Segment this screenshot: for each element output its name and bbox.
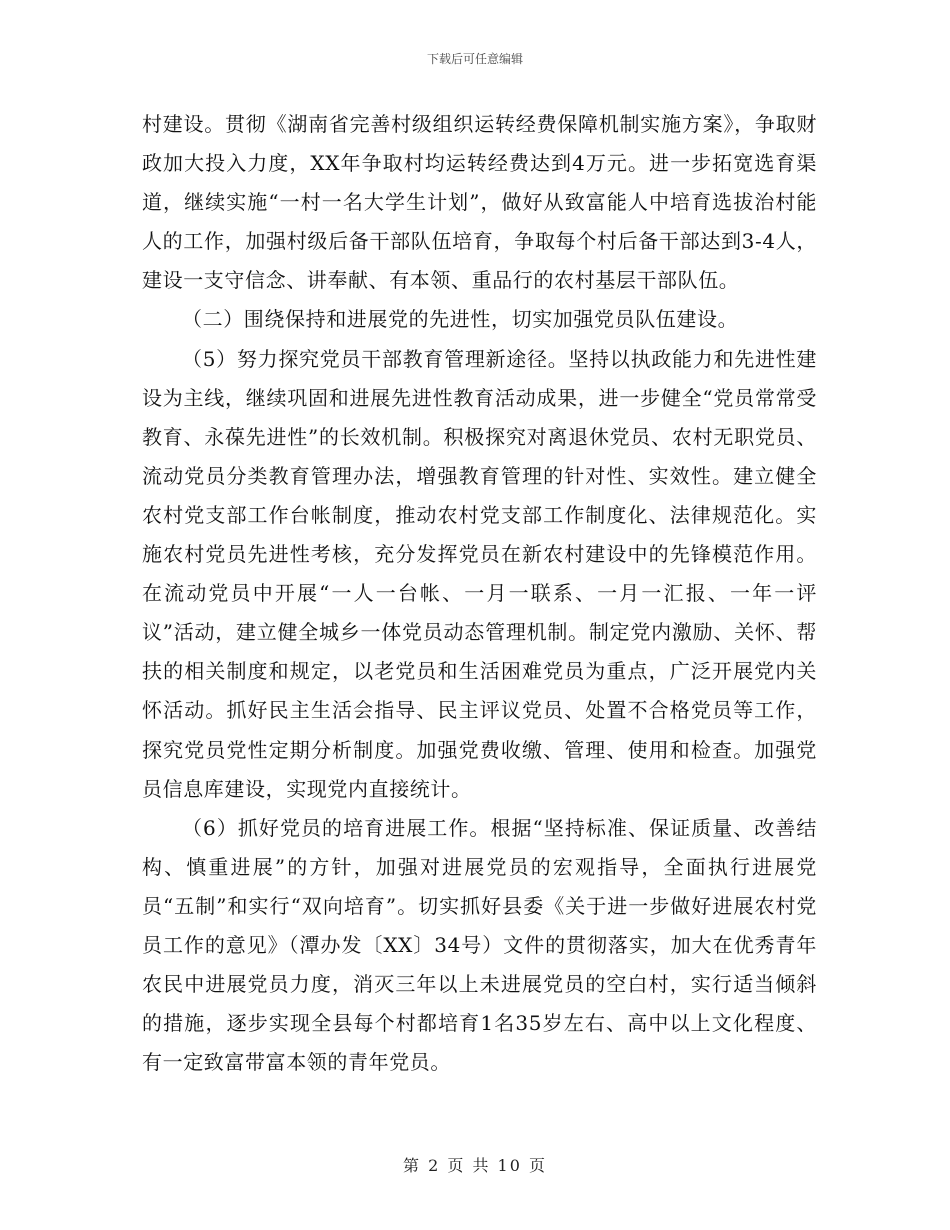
document-body bbox=[142, 105, 817, 1082]
paragraph-item-5: （5）努力探究党员干部教育管理新途径。坚持以执政能力和先进性建设为主线，继续巩固和进展先进性教育活动成果，进一步健全“党员常常受教育、永葆先进性”的长效机制。积极探究对离退休党员、农村无职党员、流动党员分类教育管理办法，增强教育管理的针对性、实效性。建立健全农村党支部工作台帐制度，推动农村党支部工作制度化、法律规范化。实施农村党员先进性考核，充分发挥党员在新农村建设中的先锋模范作用。在流动党员中开展“一人一台帐、一月一联系、一月一汇报、一年一评议”活动，建立健全城乡一体党员动态管理机制。制定党内激励、关怀、帮扶的相关制度和规定，以老党员和生活困难党员为重点，广泛开展党内关怀活动。抓好民主生活会指导、民主评议党员、处置不合格党员等工作，探究党员党性定期分析制度。加强党费收缴、管理、使用和检查。加强党员信息库建设，实现党内直接统计。 bbox=[142, 346, 817, 801]
paragraph-continuation: 村建设。贯彻《湖南省完善村级组织运转经费保障机制实施方案》，争取财政加大投入力度，XX年争取村均运转经费达到4万元。进一步拓宽选育渠道，继续实施“一村一名大学生计划”，做好从致富能人中培育选拔治村能人的工作，加强村级后备干部队伍培育，争取每个村后备干部达到3-4人，建设一支守信念、讲奉献、有本领、重品行的农村基层干部队伍。 bbox=[142, 112, 817, 293]
section-heading-2: （二）围绕保持和进展党的先进性，切实加强党员队伍建设。 bbox=[182, 307, 739, 332]
page-header: 下载后可任意编辑 bbox=[426, 52, 523, 66]
paragraph-item-6: （6）抓好党员的培育进展工作。根据“坚持标准、保证质量、改善结构、慎重进展”的方针，加强对进展党员的宏观指导，全面执行进展党员“五制”和实行“双向培育”。切实抓好县委《关于进一步做好进展农村党员工作的意见》（潭办发〔XX〕34号）文件的贯彻落实，加大在优秀青年农民中进展党员力度，消灭三年以上未进展党员的空白村，实行适当倾斜的措施，逐步实现全县每个村都培育1名35岁左右、高中以上文化程度、有一定致富带富本领的青年党员。 bbox=[142, 815, 817, 1075]
page-number-footer: 第 2 页 共 10 页 bbox=[403, 1156, 547, 1175]
